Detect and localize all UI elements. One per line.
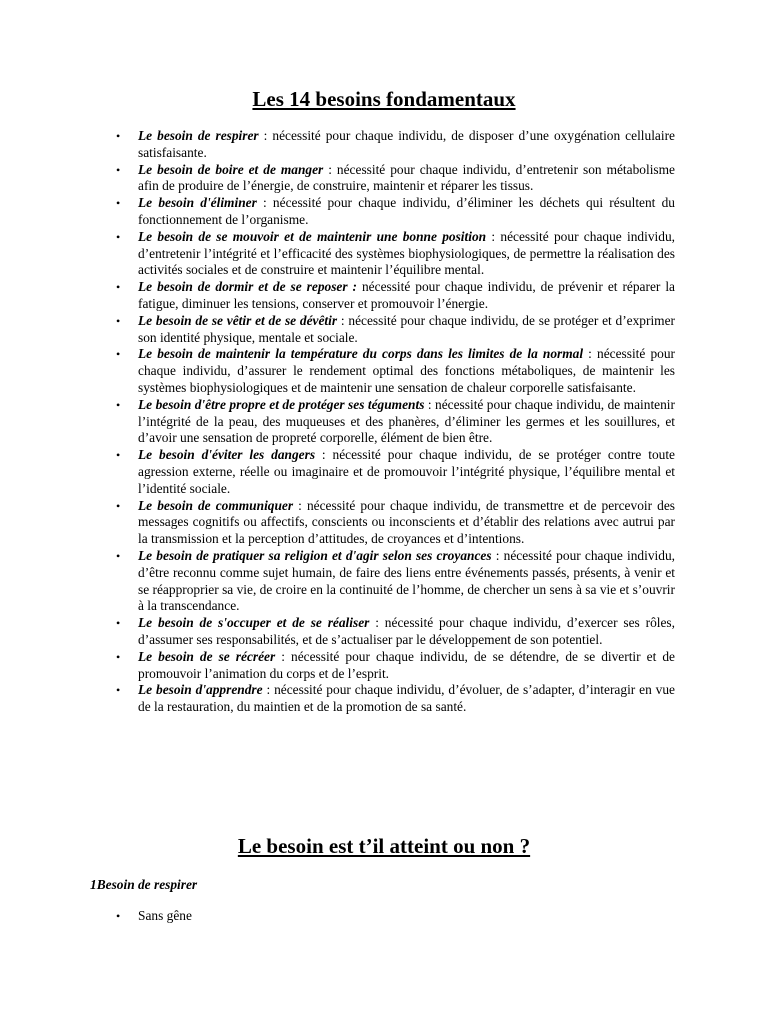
need-name: Le besoin d'éliminer bbox=[138, 195, 257, 211]
need-description: : nécessité pour chaque individu, d’évoluer, de s’adapter, d’interagir en vue de la restauration, du maintien et de la promotion de sa santé. bbox=[138, 682, 675, 715]
need-description: : nécessité pour chaque individu, d’entretenir son métabolisme afin de produire de l’énergie, de construire, maintenir et réparer les tissus. bbox=[138, 161, 675, 194]
list-item bbox=[116, 346, 675, 396]
need-description: : nécessité pour chaque individu, de se détendre, de se divertir et de promouvoir l’animation du corps et de l’esprit. bbox=[138, 648, 675, 681]
bullet-icon: • bbox=[116, 313, 121, 328]
need-name: Le besoin de pratiquer sa religion et d'agir selon ses croyances bbox=[138, 547, 492, 563]
need-name: Le besoin de se vêtir et de se dévêtir bbox=[138, 312, 338, 328]
page-title: Les 14 besoins fondamentaux bbox=[252, 87, 516, 111]
list-item bbox=[116, 312, 675, 347]
list-item bbox=[116, 497, 675, 548]
list-item bbox=[116, 648, 675, 683]
bullet-icon: • bbox=[116, 498, 121, 513]
need-description: : nécessité pour chaque individu, d’exercer ses rôles, d’assumer ses responsabilités, et de s’actualiser par le développement de son potentiel. bbox=[138, 615, 675, 647]
list-item bbox=[116, 128, 675, 162]
bullet-icon: • bbox=[116, 548, 121, 563]
need-name: Le besoin de communiquer bbox=[138, 497, 294, 513]
bullet-icon: • bbox=[116, 196, 121, 211]
need-description: : nécessité pour chaque individu, de disposer d’une oxygénation cellulaire satisfaisante. bbox=[138, 128, 675, 160]
need-description: : nécessité pour chaque individu, de se protéger contre toute agression externe, réelle ou imaginaire et de promouvoir l’intégrité physique, l’équilibre mental et l’identité sociale. bbox=[138, 447, 675, 496]
need-name: Le besoin de boire et de manger bbox=[138, 161, 324, 177]
bullet-icon: • bbox=[116, 347, 121, 362]
section-title: Le besoin est t’il atteint ou non ? bbox=[237, 834, 531, 858]
subheading: 1Besoin de respirer bbox=[90, 877, 198, 892]
need-name: Le besoin de dormir et de se reposer : bbox=[138, 279, 358, 295]
need-name: Le besoin d'apprendre bbox=[138, 682, 263, 698]
bullet-icon: • bbox=[116, 397, 121, 412]
list-item bbox=[116, 396, 675, 447]
need-description: nécessité pour chaque individu, de prévenir et réparer la fatigue, diminuer les tensions, conserver et promouvoir l’énergie. bbox=[138, 279, 675, 311]
needs-list bbox=[116, 128, 675, 716]
need-name: Le besoin d'être propre et de protéger ses téguments bbox=[138, 396, 425, 412]
need-description: : nécessité pour chaque individu, d’entretenir l’intégrité et l’efficacité des systèmes biophysiologiques, de permettre la réalisation des activités sociales et de construire et maintenir l’équilibre mental. bbox=[138, 228, 675, 278]
need-description: : nécessité pour chaque individu, d’assurer le rendement optimal des fonctions métaboliques, de maintenir les systèmes biophysiologiques et de maintenir une sensation de chaleur corporelle satisfaisante. bbox=[138, 346, 675, 395]
need-name: Le besoin d'éviter les dangers bbox=[138, 447, 316, 463]
list-item bbox=[116, 547, 675, 615]
need-name: Le besoin de respirer bbox=[138, 128, 259, 143]
list-item bbox=[116, 279, 675, 313]
bullet-icon: • bbox=[116, 909, 121, 923]
need-name: Le besoin de se récréer bbox=[138, 648, 276, 664]
list-item bbox=[116, 161, 675, 196]
bullet-icon: • bbox=[116, 280, 121, 295]
need-description: : nécessité pour chaque individu, de transmettre et de percevoir des messages cognitifs ou affectifs, conscients ou inconscients et d’établir des relations avec autrui par la transmission et la perception d’attitudes, de croyances et d’intentions. bbox=[138, 497, 675, 547]
bullet-icon: • bbox=[116, 162, 121, 177]
criteria-list bbox=[116, 908, 192, 925]
criterion-text: Sans gêne bbox=[138, 908, 192, 923]
need-description: : nécessité pour chaque individu, d’être reconnu comme sujet humain, de faire des liens entre événements passés, présents, à venir et se réapproprier sa vie, de croire en la continuité de l’homme, de chercher un sens à sa vie et s’ouvrir à la transcendance. bbox=[138, 547, 675, 614]
need-description: : nécessité pour chaque individu, de maintenir l’intégrité de la peau, des muqueuses et des phanères, d’éliminer les germes et les souillures, et d’avoir une sensation de propreté corporelle, élément de bien être. bbox=[138, 396, 675, 446]
need-name: Le besoin de se mouvoir et de maintenir une bonne position bbox=[138, 228, 487, 244]
list-item bbox=[116, 228, 675, 279]
list-item bbox=[116, 615, 675, 649]
list-item bbox=[116, 682, 675, 716]
list-item bbox=[116, 908, 192, 925]
need-description: : nécessité pour chaque individu, d’éliminer les déchets qui résultent du fonctionnement de l’organisme. bbox=[138, 195, 675, 227]
bullet-icon: • bbox=[116, 616, 121, 631]
bullet-icon: • bbox=[116, 448, 121, 463]
bullet-icon: • bbox=[116, 229, 121, 244]
list-item bbox=[116, 195, 675, 229]
need-name: Le besoin de s'occuper et de se réaliser bbox=[138, 615, 370, 631]
bullet-icon: • bbox=[116, 683, 121, 698]
bullet-icon: • bbox=[116, 649, 121, 664]
need-name: Le besoin de maintenir la température du corps dans les limites de la normal bbox=[138, 346, 584, 362]
need-description: : nécessité pour chaque individu, de se protéger et d’exprimer son identité physique, mentale et sociale. bbox=[138, 312, 675, 345]
list-item bbox=[116, 447, 675, 497]
bullet-icon: • bbox=[116, 129, 121, 143]
